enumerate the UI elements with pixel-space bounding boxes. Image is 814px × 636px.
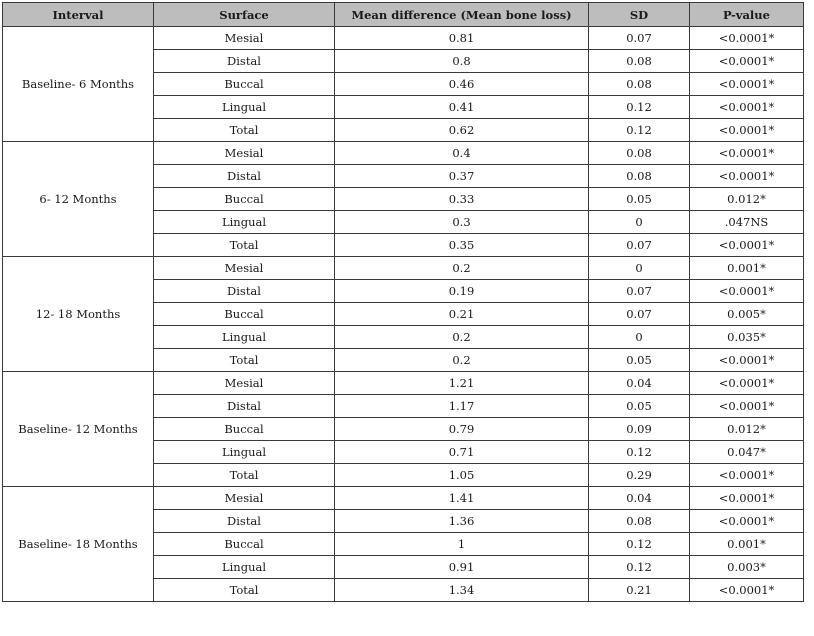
p-value-cell: 0.005*: [690, 303, 804, 326]
sd-cell: 0.08: [589, 50, 690, 73]
p-value-cell: <0.0001*: [690, 579, 804, 602]
surface-cell: Mesial: [154, 27, 335, 50]
mean-difference-cell: 0.35: [335, 234, 589, 257]
sd-cell: 0.12: [589, 441, 690, 464]
surface-cell: Total: [154, 234, 335, 257]
p-value-cell: <0.0001*: [690, 165, 804, 188]
p-value-cell: <0.0001*: [690, 234, 804, 257]
p-value-cell: <0.0001*: [690, 464, 804, 487]
mean-difference-cell: 0.91: [335, 556, 589, 579]
table-row: [3, 27, 804, 50]
surface-cell: Mesial: [154, 487, 335, 510]
p-value-cell: 0.035*: [690, 326, 804, 349]
interval-cell: Baseline- 12 Months: [3, 372, 154, 487]
mean-difference-cell: 0.81: [335, 27, 589, 50]
sd-cell: 0.07: [589, 27, 690, 50]
sd-cell: 0.07: [589, 234, 690, 257]
surface-cell: Total: [154, 119, 335, 142]
p-value-cell: <0.0001*: [690, 73, 804, 96]
sd-cell: 0.12: [589, 556, 690, 579]
sd-cell: 0.08: [589, 73, 690, 96]
sd-cell: 0.08: [589, 142, 690, 165]
surface-cell: Distal: [154, 50, 335, 73]
p-value-cell: <0.0001*: [690, 50, 804, 73]
sd-cell: 0.09: [589, 418, 690, 441]
sd-cell: 0.29: [589, 464, 690, 487]
bone-loss-table: [2, 2, 804, 602]
surface-cell: Buccal: [154, 188, 335, 211]
p-value-cell: <0.0001*: [690, 349, 804, 372]
sd-cell: 0.05: [589, 395, 690, 418]
table-body: [3, 27, 804, 602]
mean-difference-cell: 0.2: [335, 349, 589, 372]
mean-difference-cell: 1.36: [335, 510, 589, 533]
mean-difference-cell: 1.41: [335, 487, 589, 510]
sd-cell: 0.08: [589, 510, 690, 533]
interval-cell: Baseline- 6 Months: [3, 27, 154, 142]
surface-cell: Lingual: [154, 326, 335, 349]
mean-difference-cell: 0.2: [335, 326, 589, 349]
interval-cell: Baseline- 18 Months: [3, 487, 154, 602]
sd-cell: 0.12: [589, 96, 690, 119]
mean-difference-cell: 0.4: [335, 142, 589, 165]
surface-cell: Mesial: [154, 257, 335, 280]
header-row: [3, 3, 804, 27]
surface-cell: Distal: [154, 280, 335, 303]
sd-cell: 0: [589, 211, 690, 234]
mean-difference-cell: 0.37: [335, 165, 589, 188]
surface-cell: Lingual: [154, 441, 335, 464]
mean-difference-cell: 0.79: [335, 418, 589, 441]
surface-cell: Mesial: [154, 142, 335, 165]
sd-cell: 0.07: [589, 280, 690, 303]
sd-cell: 0.12: [589, 119, 690, 142]
p-value-cell: <0.0001*: [690, 27, 804, 50]
table-row: [3, 257, 804, 280]
sd-cell: 0: [589, 257, 690, 280]
mean-difference-cell: 0.62: [335, 119, 589, 142]
header-p-value: P-value: [690, 3, 804, 27]
mean-difference-cell: 0.2: [335, 257, 589, 280]
p-value-cell: <0.0001*: [690, 510, 804, 533]
table-row: [3, 372, 804, 395]
surface-cell: Mesial: [154, 372, 335, 395]
mean-difference-cell: 0.3: [335, 211, 589, 234]
surface-cell: Buccal: [154, 73, 335, 96]
header-surface: Surface: [154, 3, 335, 27]
header-sd: SD: [589, 3, 690, 27]
mean-difference-cell: 1.05: [335, 464, 589, 487]
mean-difference-cell: 0.33: [335, 188, 589, 211]
mean-difference-cell: 0.71: [335, 441, 589, 464]
header-interval: Interval: [3, 3, 154, 27]
surface-cell: Lingual: [154, 211, 335, 234]
mean-difference-cell: 1.21: [335, 372, 589, 395]
surface-cell: Distal: [154, 165, 335, 188]
sd-cell: 0.05: [589, 349, 690, 372]
surface-cell: Total: [154, 349, 335, 372]
p-value-cell: 0.012*: [690, 188, 804, 211]
p-value-cell: .047NS: [690, 211, 804, 234]
surface-cell: Total: [154, 464, 335, 487]
p-value-cell: <0.0001*: [690, 119, 804, 142]
p-value-cell: <0.0001*: [690, 487, 804, 510]
surface-cell: Lingual: [154, 556, 335, 579]
surface-cell: Buccal: [154, 303, 335, 326]
mean-difference-cell: 1: [335, 533, 589, 556]
p-value-cell: <0.0001*: [690, 372, 804, 395]
mean-difference-cell: 0.19: [335, 280, 589, 303]
mean-difference-cell: 0.41: [335, 96, 589, 119]
sd-cell: 0.04: [589, 487, 690, 510]
p-value-cell: 0.012*: [690, 418, 804, 441]
surface-cell: Total: [154, 579, 335, 602]
header-mean-difference: Mean difference (Mean bone loss): [335, 3, 589, 27]
table-row: [3, 487, 804, 510]
p-value-cell: 0.047*: [690, 441, 804, 464]
p-value-cell: <0.0001*: [690, 142, 804, 165]
interval-cell: 6- 12 Months: [3, 142, 154, 257]
surface-cell: Distal: [154, 395, 335, 418]
p-value-cell: 0.001*: [690, 533, 804, 556]
sd-cell: 0.21: [589, 579, 690, 602]
sd-cell: 0.08: [589, 165, 690, 188]
sd-cell: 0: [589, 326, 690, 349]
p-value-cell: <0.0001*: [690, 395, 804, 418]
mean-difference-cell: 0.8: [335, 50, 589, 73]
p-value-cell: 0.003*: [690, 556, 804, 579]
surface-cell: Distal: [154, 510, 335, 533]
table-row: [3, 142, 804, 165]
mean-difference-cell: 1.17: [335, 395, 589, 418]
p-value-cell: <0.0001*: [690, 280, 804, 303]
p-value-cell: <0.0001*: [690, 96, 804, 119]
mean-difference-cell: 1.34: [335, 579, 589, 602]
p-value-cell: 0.001*: [690, 257, 804, 280]
surface-cell: Lingual: [154, 96, 335, 119]
surface-cell: Buccal: [154, 418, 335, 441]
mean-difference-cell: 0.21: [335, 303, 589, 326]
mean-difference-cell: 0.46: [335, 73, 589, 96]
sd-cell: 0.05: [589, 188, 690, 211]
interval-cell: 12- 18 Months: [3, 257, 154, 372]
sd-cell: 0.07: [589, 303, 690, 326]
surface-cell: Buccal: [154, 533, 335, 556]
sd-cell: 0.04: [589, 372, 690, 395]
sd-cell: 0.12: [589, 533, 690, 556]
